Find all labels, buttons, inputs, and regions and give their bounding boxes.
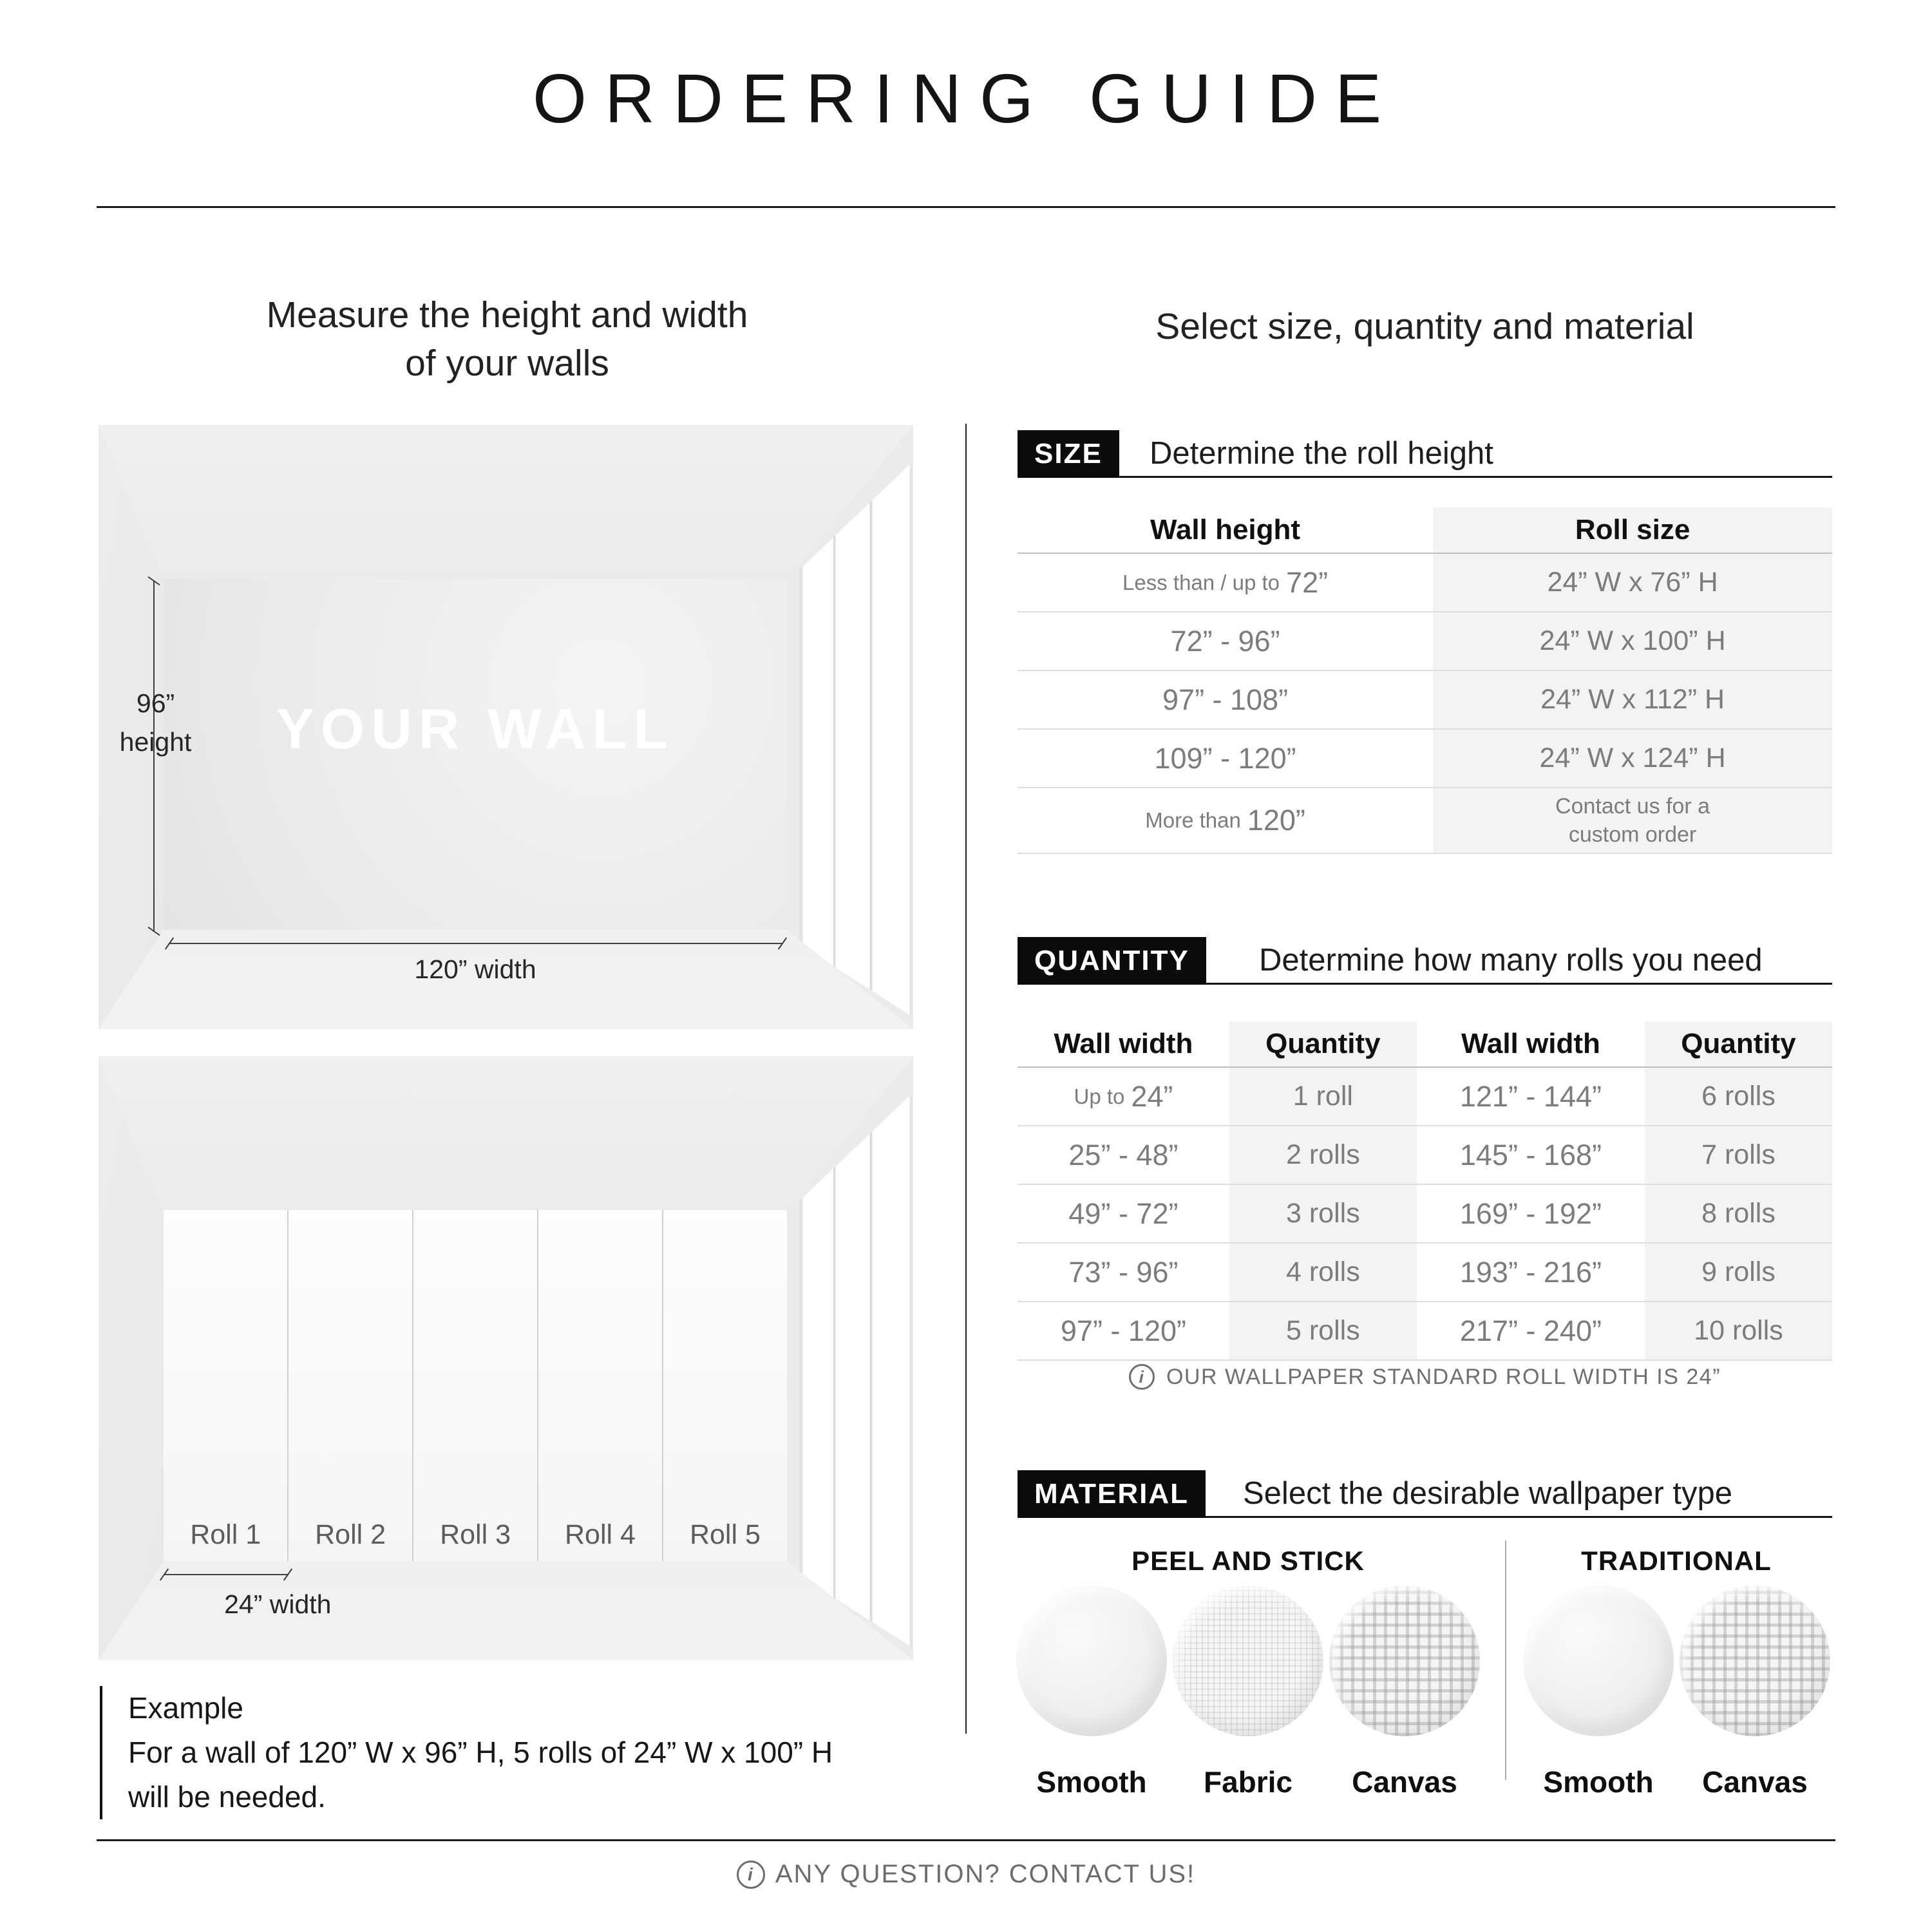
quantity-cell: 9 rolls bbox=[1645, 1244, 1832, 1301]
height-value: 96” bbox=[136, 688, 175, 719]
wall-height-cell bbox=[1018, 554, 1433, 611]
wall-height-cell bbox=[1018, 612, 1433, 670]
width-label: 120” width bbox=[414, 954, 536, 984]
wall-width-cell bbox=[1417, 1068, 1645, 1125]
roll-size-cell bbox=[1433, 554, 1832, 611]
material-badge: MATERIAL bbox=[1018, 1470, 1206, 1518]
qty-col2-header: Quantity bbox=[1229, 1021, 1417, 1066]
size-badge: SIZE bbox=[1018, 430, 1119, 478]
roll-size-value2: custom order bbox=[1568, 822, 1697, 848]
wall-width-value: 97” - 120” bbox=[1060, 1314, 1186, 1347]
roll-width-note bbox=[1018, 1364, 1832, 1390]
footer-text: ANY QUESTION? CONTACT US! bbox=[775, 1860, 1196, 1888]
quantity-cell: 6 rolls bbox=[1645, 1068, 1832, 1125]
roll-size-value: Contact us for a bbox=[1555, 794, 1710, 819]
quantity-table bbox=[1018, 1021, 1832, 1361]
roll-size-value: 24” W x 76” H bbox=[1547, 566, 1718, 598]
material-group-divider bbox=[1505, 1540, 1506, 1780]
room-illustration-measure bbox=[99, 425, 913, 1029]
smooth-swatch bbox=[1523, 1586, 1674, 1736]
quantity-cell: 5 rolls bbox=[1229, 1302, 1417, 1359]
wall-width-cell bbox=[1018, 1302, 1229, 1359]
material-caption: Select the desirable wallpaper type bbox=[1243, 1475, 1732, 1511]
roll-strip bbox=[289, 1210, 413, 1561]
example-line2: will be needed. bbox=[128, 1780, 326, 1814]
wall-height-prefix: Less than / up to bbox=[1122, 570, 1280, 594]
wall-width-cell bbox=[1417, 1185, 1645, 1242]
room-illustration-rolls bbox=[99, 1056, 913, 1660]
roll-size-value: 24” W x 112” H bbox=[1540, 683, 1725, 715]
wall-width-cell bbox=[1018, 1126, 1229, 1184]
quantity-caption: Determine how many rolls you need bbox=[1259, 942, 1763, 978]
table-row bbox=[1018, 554, 1832, 612]
select-heading: Select size, quantity and material bbox=[1155, 306, 1694, 347]
example-line1: For a wall of 120” W x 96” H, 5 rolls of 24” W x 100” H bbox=[128, 1736, 833, 1769]
quantity-cell: 1 roll bbox=[1229, 1068, 1417, 1125]
wall-width-cell bbox=[1417, 1302, 1645, 1359]
roll-label: Roll 2 bbox=[315, 1519, 386, 1551]
wall-width-cell bbox=[1417, 1126, 1645, 1184]
traditional-title: TRADITIONAL bbox=[1581, 1546, 1772, 1576]
wall-height-cell bbox=[1018, 730, 1433, 787]
table-row bbox=[1018, 1068, 1832, 1126]
wall-height-value: 72” - 96” bbox=[1170, 624, 1280, 658]
quantity-section-header bbox=[1018, 937, 1832, 985]
swatch-label: Smooth bbox=[1543, 1765, 1654, 1799]
smooth-swatch bbox=[1016, 1586, 1167, 1736]
qty-col3-header: Wall width bbox=[1461, 1028, 1600, 1059]
quantity-cell: 7 rolls bbox=[1645, 1126, 1832, 1184]
info-icon: i bbox=[1129, 1364, 1155, 1390]
material-section-header bbox=[1018, 1470, 1832, 1518]
size-underline bbox=[1018, 476, 1832, 478]
size-section-header bbox=[1018, 430, 1832, 478]
wall-width-cell bbox=[1018, 1244, 1229, 1301]
roll-size-value: 24” W x 100” H bbox=[1539, 625, 1726, 656]
wall-width-value: 49” - 72” bbox=[1068, 1197, 1179, 1230]
rolls-wall bbox=[164, 1210, 787, 1561]
example-block bbox=[100, 1686, 918, 1819]
roll-strip bbox=[413, 1210, 538, 1561]
quantity-cell: 3 rolls bbox=[1229, 1185, 1417, 1242]
column-divider bbox=[965, 424, 967, 1734]
quantity-cell: 8 rolls bbox=[1645, 1185, 1832, 1242]
note-text: OUR WALLPAPER STANDARD ROLL WIDTH IS 24” bbox=[1166, 1364, 1721, 1389]
size-col1-header: Wall height bbox=[1150, 514, 1301, 545]
title-divider bbox=[97, 206, 1835, 208]
roll-label: Roll 5 bbox=[689, 1519, 761, 1551]
roll-strip bbox=[663, 1210, 787, 1561]
swatch-label: Canvas bbox=[1352, 1765, 1457, 1799]
quantity-cell: 4 rolls bbox=[1229, 1244, 1417, 1301]
wall-width-value: 193” - 216” bbox=[1459, 1255, 1602, 1289]
height-label bbox=[102, 685, 208, 761]
info-icon: i bbox=[737, 1861, 765, 1889]
wall-width-value: 217” - 240” bbox=[1459, 1314, 1602, 1347]
table-row bbox=[1018, 788, 1832, 854]
quantity-cell: 2 rolls bbox=[1229, 1126, 1417, 1184]
page-title: ORDERING GUIDE bbox=[532, 59, 1400, 137]
roll-label: Roll 3 bbox=[440, 1519, 511, 1551]
roll-width-label: 24” width bbox=[224, 1589, 332, 1620]
measure-heading-line1: Measure the height and width bbox=[266, 294, 748, 336]
roll-size-cell bbox=[1433, 671, 1832, 728]
swatch-label: Smooth bbox=[1036, 1765, 1147, 1799]
wall-width-cell bbox=[1417, 1244, 1645, 1301]
table-row bbox=[1018, 1244, 1832, 1302]
roll-size-cell bbox=[1433, 730, 1832, 787]
example-title: Example bbox=[128, 1691, 243, 1725]
table-row bbox=[1018, 1185, 1832, 1244]
size-col2-header: Roll size bbox=[1433, 507, 1832, 553]
wall-height-prefix: More than bbox=[1145, 808, 1241, 833]
wall-height-cell bbox=[1018, 671, 1433, 728]
roll-size-cell bbox=[1433, 612, 1832, 670]
wall-width-value: 24” bbox=[1131, 1079, 1173, 1113]
roll-size-cell bbox=[1433, 788, 1832, 853]
wall-width-cell bbox=[1018, 1068, 1229, 1125]
wall-width-value: 25” - 48” bbox=[1068, 1138, 1179, 1171]
measure-heading bbox=[100, 291, 914, 388]
table-row bbox=[1018, 730, 1832, 788]
wall-height-value: 72” bbox=[1286, 565, 1329, 599]
wall-height-cell bbox=[1018, 788, 1433, 853]
wall-height-value: 109” - 120” bbox=[1154, 741, 1296, 775]
wall-width-cell bbox=[1018, 1185, 1229, 1242]
footer-divider bbox=[97, 1839, 1835, 1841]
wall-width-value: 169” - 192” bbox=[1459, 1197, 1602, 1230]
roll-label: Roll 1 bbox=[190, 1519, 261, 1551]
fabric-swatch bbox=[1173, 1586, 1323, 1736]
qty-col1-header: Wall width bbox=[1054, 1028, 1193, 1059]
wall-width-value: 73” - 96” bbox=[1068, 1255, 1179, 1289]
wall-height-value: 120” bbox=[1247, 804, 1305, 837]
swatch-label: Canvas bbox=[1702, 1765, 1808, 1799]
your-wall bbox=[164, 579, 787, 930]
qty-col4-header: Quantity bbox=[1645, 1021, 1832, 1066]
wall-height-value: 97” - 108” bbox=[1162, 683, 1289, 716]
canvas-swatch bbox=[1329, 1586, 1480, 1736]
quantity-table-header bbox=[1018, 1021, 1832, 1068]
roll-size-value: 24” W x 124” H bbox=[1539, 742, 1726, 773]
size-table bbox=[1018, 507, 1832, 854]
your-wall-label: YOUR WALL bbox=[276, 696, 675, 761]
canvas-swatch bbox=[1680, 1586, 1830, 1736]
table-row bbox=[1018, 671, 1832, 730]
height-word: height bbox=[119, 726, 192, 757]
roll-strip bbox=[164, 1210, 289, 1561]
wall-width-value: 145” - 168” bbox=[1459, 1138, 1602, 1171]
roll-width-measure-line bbox=[164, 1574, 289, 1575]
measure-heading-line2: of your walls bbox=[405, 343, 609, 384]
quantity-cell: 10 rolls bbox=[1645, 1302, 1832, 1359]
roll-strip bbox=[538, 1210, 663, 1561]
table-row bbox=[1018, 1302, 1832, 1361]
width-measure-line bbox=[169, 943, 783, 944]
footer bbox=[0, 1860, 1932, 1889]
wall-width-prefix: Up to bbox=[1074, 1084, 1125, 1108]
roll-label: Roll 4 bbox=[565, 1519, 636, 1551]
size-table-header bbox=[1018, 507, 1832, 554]
peel-and-stick-title: PEEL AND STICK bbox=[1132, 1546, 1365, 1576]
table-row bbox=[1018, 612, 1832, 671]
quantity-badge: QUANTITY bbox=[1018, 937, 1206, 985]
swatch-label: Fabric bbox=[1203, 1765, 1293, 1799]
size-caption: Determine the roll height bbox=[1150, 435, 1493, 471]
wall-width-value: 121” - 144” bbox=[1459, 1079, 1602, 1113]
table-row bbox=[1018, 1126, 1832, 1185]
